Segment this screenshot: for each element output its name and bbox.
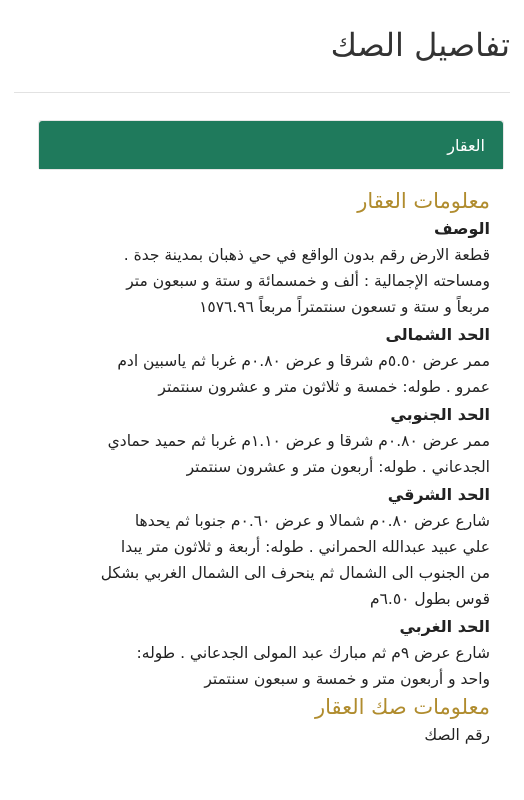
- description-line: قطعة الارض رقم بدون الواقع في حي ذهبان بمدينة جدة .: [123, 246, 490, 264]
- description-label: الوصف: [433, 219, 490, 238]
- south-boundary-line: ممر عرض ٠.٨٠م شرقا و عرض ١.١٠م غربا ثم حميد حمادي: [107, 432, 490, 450]
- west-boundary-label: الحد الغربي: [399, 617, 490, 636]
- property-card-header[interactable]: [39, 121, 503, 169]
- east-boundary-line: قوس بطول ٦.٥٠م: [369, 590, 490, 608]
- page-title: تفاصيل الصك: [330, 26, 510, 64]
- property-card: [38, 120, 504, 170]
- property-details: [38, 186, 490, 748]
- east-boundary-line: شارع عرض ٠.٨٠م شمالا و عرض ٠.٦٠م جنوبا ثم يحدها: [134, 512, 490, 530]
- south-boundary-label: الحد الجنوبي: [390, 405, 490, 424]
- property-card-header-label: العقار: [447, 135, 485, 155]
- west-boundary-line: شارع عرض ٩م ثم مبارك عبد المولى الجدعاني . طوله:: [136, 644, 490, 662]
- description-line: مربعاً و ستة و تسعون سنتمتراً مربعاً ١٥٧٦.٩٦: [199, 298, 490, 316]
- north-boundary-line: ممر عرض ٥.٥٠م شرقا و عرض ٠.٨٠م غربا ثم ياسبين ادم: [117, 352, 490, 370]
- east-boundary-label: الحد الشرقي: [387, 485, 490, 504]
- north-boundary-label: الحد الشمالى: [385, 325, 490, 344]
- deed-info-heading: معلومات صك العقار: [314, 695, 490, 719]
- east-boundary-line: من الجنوب الى الشمال ثم ينحرف الى الشمال الغربي بشكل: [100, 564, 490, 582]
- property-info-heading: معلومات العقار: [357, 189, 490, 213]
- north-boundary-line: عمرو . طوله: خمسة و ثلاثون متر و عشرون سنتمتر: [158, 378, 490, 396]
- west-boundary-line: واحد و أربعون متر و خمسة و سبعون سنتمتر: [204, 670, 490, 688]
- title-divider: [14, 92, 510, 93]
- south-boundary-line: الجدعاني . طوله: أربعون متر و عشرون سنتمتر: [186, 458, 490, 476]
- description-line: ومساحته الإجمالية : ألف و خمسمائة و ستة و سبعون متر: [126, 272, 490, 290]
- deed-number-label: رقم الصك: [424, 726, 490, 744]
- east-boundary-line: علي عبيد عبدالله الحمراني . طوله: أربعة و ثلاثون متر يبدا: [120, 538, 490, 556]
